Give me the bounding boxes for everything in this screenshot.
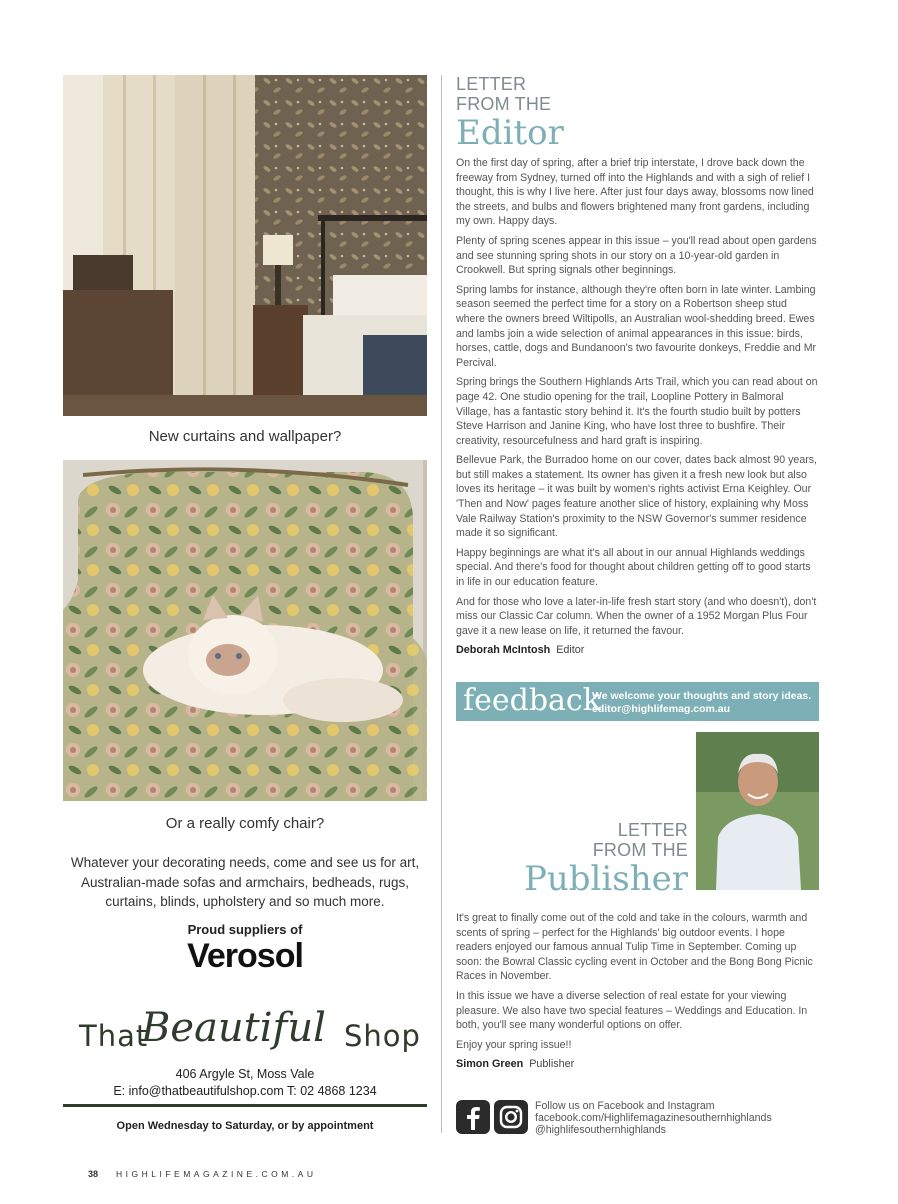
publisher-signature-role: Publisher (529, 1058, 575, 1071)
social-follow: Follow us on Facebook and Instagram (535, 1100, 715, 1112)
verosol-logo: Verosol (187, 937, 303, 975)
publisher-paragraph: In this issue we have a diverse selection of real estate for your viewing pleasure. We also have two special features – Weddings and Education. In both, you'll see many wonderful options on offer. (456, 989, 808, 1032)
publisher-heading (520, 820, 688, 898)
editor-paragraph: Bellevue Park, the Burradoo home on our cover, dates back almost 90 years, but still makes a statement. Its owner has given it a fresh new look but also loves its heritage – it was built by women's rights activist Erna Keighley. Our 'Then and Now' pages feature another slice of history, explaining why Moss Vale Railway Station's proximity to the NSW Governor's summer residence made it so significant. (456, 454, 817, 540)
editor-paragraph: Plenty of spring scenes appear in this issue – you'll read about open gardens and see stunning spring shots in our story on a 10-year-old garden in Crookwell. But spring signals other beginnings. (456, 234, 817, 277)
feedback-email[interactable]: editor@highlifemag.com.au (592, 702, 731, 715)
editor-paragraph: On the first day of spring, after a brief trip interstate, I drove back down the freeway from Sydney, turned off into the Highlands and with a sigh of relief I thought, this is why I live here. After just four days away, blossoms now lined the streets, and bulbs and flowers brightened many front gardens, including my own. Happy days. (456, 157, 814, 228)
feedback-banner (456, 682, 819, 721)
advertisement (63, 75, 427, 416)
editor-paragraph: Spring brings the Southern Highlands Arts Trail, which you can read about on page 42. One studio opening for the trail, Loopline Pottery in Balmoral Village, has a fantastic story behind it. It's the fourth studio built by potters Steve Harrison and Janine King, who have lost three to bushfire. Their creativity, resourcefulness and hard graft is inspiring. (456, 376, 818, 447)
bedroom-caption: New curtains and wallpaper? (148, 428, 342, 445)
publisher-letter-body (456, 911, 818, 1072)
chair-photo (63, 460, 427, 801)
page-footer (88, 1169, 316, 1179)
column-divider (441, 75, 442, 1133)
editor-heading (456, 74, 818, 152)
publisher-title: Publisher (523, 859, 688, 899)
editor-letter-body (456, 156, 818, 658)
feedback-word: feedback (463, 683, 601, 718)
publisher-kicker-1: LETTER (617, 820, 688, 840)
bedroom-photo (63, 75, 427, 416)
editor-title: Editor (456, 113, 564, 153)
editor-kicker-2: FROM THE (456, 94, 552, 114)
ad-rule (63, 1104, 427, 1107)
ad-pitch: Whatever your decorating needs, come and see us for art, Australian-made sofas and armchairs, bedheads, rugs, curtains, blinds, upholstery and so much more. (70, 855, 420, 909)
logo-word-that: That (79, 1019, 149, 1053)
publisher-signature-name: Simon Green (456, 1058, 524, 1071)
cat-on-chair-illustration (63, 460, 427, 801)
footer-site[interactable]: HIGHLIFEMAGAZINE.COM.AU (116, 1169, 317, 1179)
publisher-portrait (696, 732, 819, 890)
chair-caption: Or a really comfy chair? (165, 815, 325, 832)
editor-paragraph: Happy beginnings are what it's all about in our annual Highlands weddings special. And there's food for thought about children getting off to good starts in life in our education feature. (456, 546, 811, 589)
instagram-handle[interactable]: @highlifesouthernhighlands (535, 1124, 666, 1136)
editor-signature (456, 643, 818, 658)
page-number: 38 (88, 1169, 99, 1179)
editor-signature-name: Deborah McIntosh (456, 644, 551, 657)
that-beautiful-shop-logo (63, 1005, 427, 1065)
proud-suppliers: Proud suppliers of (187, 922, 303, 937)
publisher-photo (696, 732, 819, 890)
facebook-link[interactable]: facebook.com/Highlifemagazinesouthernhighlands (535, 1112, 772, 1124)
shop-address-block (63, 1066, 427, 1100)
logo-word-shop: Shop (344, 1019, 421, 1053)
editor-paragraph: Spring lambs for instance, although they're often born in late winter. Lambing season seemed the perfect time for a story on a Robertson sheep stud where the owners breed Wiltipolls, an Australian wool-shedding breed. Ewes and lambs join a wide selection of animal appearances in this issue: birds, horses, cattle, dogs and Bundanoon's two favourite donkeys, Freddie and Mr Percival. (456, 283, 817, 369)
publisher-signature (456, 1057, 818, 1072)
instagram-icon[interactable] (494, 1100, 528, 1134)
social-links (456, 1100, 818, 1136)
feedback-line: We welcome your thoughts and story ideas. (592, 690, 812, 702)
social-text (535, 1100, 772, 1136)
opening-hours: Open Wednesday to Saturday, or by appointment (116, 1120, 374, 1132)
facebook-icon[interactable] (456, 1100, 490, 1134)
editor-signature-role: Editor (556, 644, 585, 657)
publisher-paragraph: Enjoy your spring issue!! (456, 1038, 572, 1051)
publisher-paragraph: It's great to finally come out of the cold and take in the colours, warmth and scents of spring – perfect for the Highlands' big outdoor events. I hope readers enjoyed our famous annual Tulip Time in September. Coming up soon: the Bowral Classic cycling event in October and the Bong Bong Picnic Races in November. (456, 912, 813, 983)
feedback-text (592, 690, 811, 715)
logo-word-beautiful: Beautiful (141, 1005, 326, 1051)
shop-contact: E: info@thatbeautifulshop.com T: 02 4868 1234 (113, 1084, 377, 1098)
bedroom-illustration (63, 75, 427, 416)
shop-address: 406 Argyle St, Moss Vale (175, 1067, 315, 1081)
publisher-kicker-2: FROM THE (592, 840, 688, 860)
editor-paragraph: And for those who love a later-in-life fresh start story (and who doesn't), don't miss our Classic Car column. When the owner of a 1952 Morgan Plus Four gave it a new lease on life, it returned the favour. (456, 595, 817, 637)
editor-kicker-1: LETTER (456, 74, 527, 94)
